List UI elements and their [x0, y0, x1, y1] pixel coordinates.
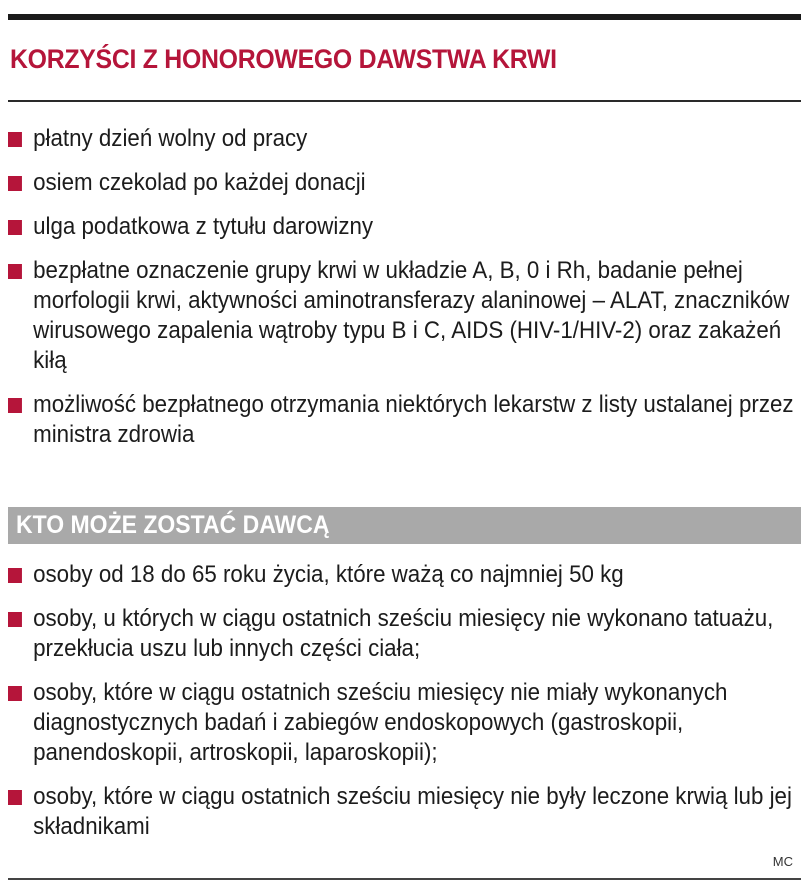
- list-item-text: bezpłatne oznaczenie grupy krwi w układzie A, B, 0 i Rh, badanie pełnej morfologii krwi, aktywności aminotransferazy alaninowej – ALAT, znaczników wirusowego zapalenia wątroby typu B i C, AIDS (HIV-1/HIV-2) oraz zakażeń kiłą: [33, 257, 790, 374]
- section-title: KTO MOŻE ZOSTAĆ DAWCĄ: [16, 511, 330, 539]
- list-item-donor: [8, 678, 805, 768]
- list-item-text: osoby od 18 do 65 roku życia, które ważą co najmniej 50 kg: [33, 561, 624, 588]
- author-credit: MC: [772, 854, 793, 869]
- list-item-text: osoby, które w ciągu ostatnich sześciu miesięcy nie miały wykonanych diagnostycznych badań i zabiegów endoskopowych (gastroskopii, panendoskopii, artroskopii, laparoskopii);: [33, 679, 728, 766]
- square-bullet-icon: [8, 568, 22, 583]
- list-item-text: możliwość bezpłatnego otrzymania niektórych lekarstw z listy ustalanej przez ministra zdrowia: [33, 391, 794, 448]
- title-divider: [8, 100, 801, 102]
- square-bullet-icon: [8, 790, 22, 805]
- bottom-rule: [8, 878, 801, 880]
- list-item-text: płatny dzień wolny od pracy: [33, 125, 308, 152]
- square-bullet-icon: [8, 264, 22, 279]
- square-bullet-icon: [8, 220, 22, 235]
- list-item-benefit: [8, 390, 805, 450]
- list-item-text: ulga podatkowa z tytułu darowizny: [33, 213, 374, 240]
- square-bullet-icon: [8, 686, 22, 701]
- section-header-donors: [8, 507, 801, 544]
- benefits-list: [8, 124, 801, 464]
- list-item-text: osiem czekolad po każdej donacji: [33, 169, 366, 196]
- donors-list: [8, 560, 801, 856]
- page-title: KORZYŚCI Z HONOROWEGO DAWSTWA KRWI: [10, 44, 557, 74]
- square-bullet-icon: [8, 132, 22, 147]
- square-bullet-icon: [8, 176, 22, 191]
- list-item-benefit: [8, 256, 805, 376]
- list-item-donor: [8, 604, 805, 664]
- list-item-donor: [8, 560, 805, 590]
- list-item-benefit: [8, 124, 805, 154]
- list-item-benefit: [8, 168, 805, 198]
- square-bullet-icon: [8, 612, 22, 627]
- list-item-benefit: [8, 212, 805, 242]
- list-item-donor: [8, 782, 805, 842]
- square-bullet-icon: [8, 398, 22, 413]
- top-rule: [8, 14, 801, 20]
- list-item-text: osoby, które w ciągu ostatnich sześciu miesięcy nie były leczone krwią lub jej składnikami: [33, 783, 792, 840]
- list-item-text: osoby, u których w ciągu ostatnich sześciu miesięcy nie wykonano tatuażu, przekłucia uszu lub innych części ciała;: [33, 605, 774, 662]
